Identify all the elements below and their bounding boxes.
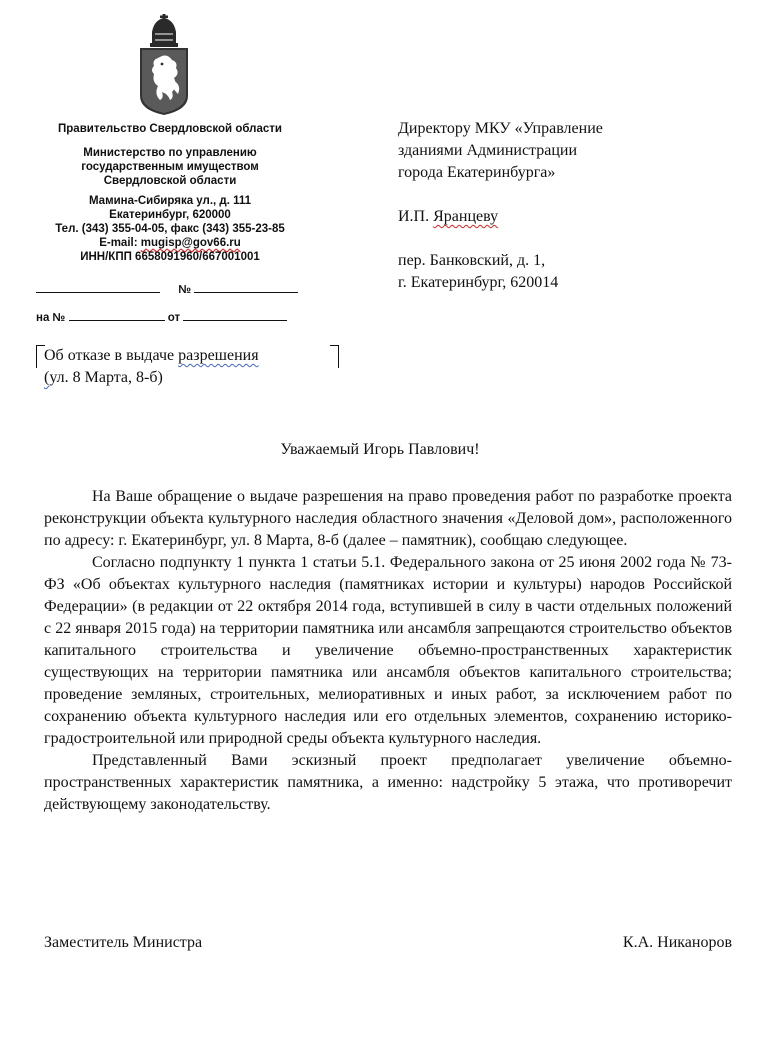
reply-label: на № bbox=[36, 312, 66, 324]
address-line: Мамина-Сибиряка ул., д. 111 bbox=[88, 195, 252, 207]
ministry-line: Министерство по управлению bbox=[83, 147, 257, 159]
ministry-name bbox=[30, 146, 310, 188]
subject-paren: ( bbox=[44, 369, 50, 386]
addressee-name bbox=[398, 206, 738, 228]
signature-name: К.А. Никаноров bbox=[622, 934, 732, 951]
government-name: Правительство Свердловской области bbox=[58, 123, 282, 135]
email-link[interactable]: mugisp@gov66.ru bbox=[140, 237, 241, 249]
ministry-address bbox=[30, 194, 310, 264]
date-blank bbox=[36, 282, 160, 293]
subject-address: ул. 8 Марта, 8-б) bbox=[49, 369, 163, 386]
date-label: от bbox=[167, 312, 181, 324]
subject-block bbox=[40, 345, 340, 389]
addressee-surname: Яранцеву bbox=[433, 208, 499, 225]
greeting: Уважаемый Игорь Павлович! bbox=[280, 441, 480, 458]
reply-date-blank bbox=[183, 310, 287, 321]
inn-line: ИНН/КПП 6658091960/667001001 bbox=[80, 251, 260, 263]
email-label: E-mail: bbox=[99, 237, 141, 249]
number-blank bbox=[194, 282, 298, 293]
body-paragraph: На Ваше обращение о выдаче разрешения на право проведения работ по разработке проекта реконструкции объекта культурного наследия областного значения «Деловой дом», расположенного по адресу: г. Екатеринбург, ул. 8 Марта, 8-б (далее – памятник), сообщаю следующее. bbox=[44, 488, 732, 549]
body-paragraph: Согласно подпункту 1 пункта 1 статьи 5.1. Федерального закона от 25 июня 2002 года № 73-ФЗ «Об объектах культурного наследия (памятниках истории и культуры) народов Российской Федерации» (в редакции от 22 октября 2014 года, вступившей в силу в части отдельных положений с 22 января 2015 года) на территории памятника или ансамбля запрещаются строительство объектов капитального строительства и увеличение объемно-пространственных характеристик существующих на территории памятника или ансамбля объектов капитального строительства; проведение земляных, строительных, мелиоративных и иных работ, за исключением работ по сохранению объекта культурного наследия или его отдельных элементов, сохранению историко-градостроительной или природной среды объекта культурного наследия. bbox=[44, 554, 732, 747]
addressee-address-line: пер. Банковский, д. 1, bbox=[398, 252, 546, 269]
addressee-line: зданиями Администрации bbox=[398, 142, 578, 159]
subject-line bbox=[40, 345, 340, 367]
reply-number-blank bbox=[69, 310, 165, 321]
address-line: Екатеринбург, 620000 bbox=[109, 209, 231, 221]
number-label: № bbox=[178, 284, 192, 296]
phone-line: Тел. (343) 355-04-05, факс (343) 355-23-85 bbox=[55, 223, 285, 235]
body-paragraph: Представленный Вами эскизный проект предполагает увеличение объемно-пространственных характеристик памятника, а именно: надстройку 5 этажа, что противоречит действующему законодательству. bbox=[44, 752, 732, 813]
ministry-line: государственным имуществом bbox=[81, 161, 259, 173]
registration-number-line bbox=[36, 282, 298, 296]
signature-position: Заместитель Министра bbox=[44, 934, 203, 951]
addressee-line: Директору МКУ «Управление bbox=[398, 120, 603, 137]
sverdlovsk-coat-of-arms-icon bbox=[138, 14, 190, 116]
ministry-header bbox=[30, 122, 310, 264]
ministry-line: Свердловской области bbox=[103, 175, 237, 187]
subject-address-line bbox=[40, 367, 340, 389]
addressee-line: города Екатеринбурга» bbox=[398, 164, 556, 181]
subject-text-underlined: разрешения bbox=[178, 347, 259, 364]
subject-text: Об отказе в выдаче bbox=[44, 347, 179, 364]
letter-body bbox=[44, 486, 732, 816]
addressee-initials: И.П. bbox=[398, 208, 434, 225]
addressee-block bbox=[398, 118, 738, 294]
email-line bbox=[30, 236, 310, 250]
reply-to-line bbox=[36, 310, 287, 324]
addressee-address-line: г. Екатеринбург, 620014 bbox=[398, 274, 559, 291]
